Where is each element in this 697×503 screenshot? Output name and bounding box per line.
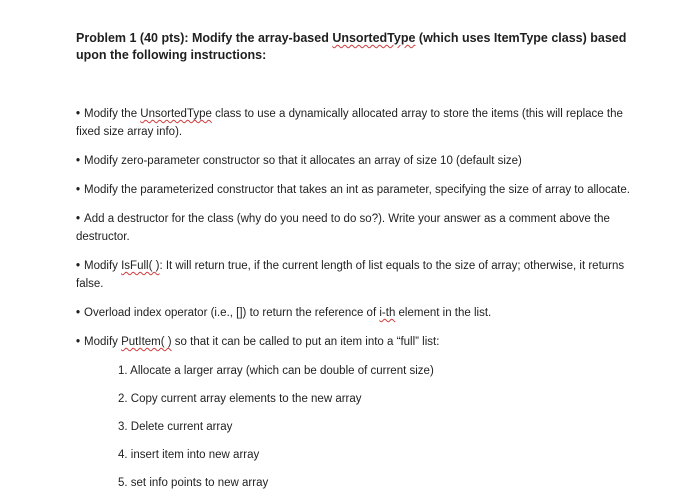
step-item: 4. insert item into new array <box>118 449 260 461</box>
heading-text-pre: Problem 1 (40 pts): Modify the array-based <box>76 31 333 45</box>
instruction-text-pre: Modify the <box>84 108 141 120</box>
bullet-glyph: • <box>76 260 81 272</box>
bullet-glyph: • <box>76 184 81 196</box>
step-item: 3. Delete current array <box>118 421 233 433</box>
instruction-text-post: element in the list. <box>395 307 492 319</box>
instruction-text-pre: Modify <box>84 260 122 272</box>
instruction-item <box>76 257 646 293</box>
step-item: 2. Copy current array elements to the new array <box>118 393 362 405</box>
bullet-glyph: • <box>76 108 81 120</box>
instruction-list <box>76 105 646 351</box>
bullet-glyph: • <box>76 307 81 319</box>
instruction-term: i-th <box>379 307 396 319</box>
instruction-text-pre: Modify zero-parameter constructor so that it allocates an array of size 10 (default size) <box>84 155 522 167</box>
instruction-item <box>76 210 646 246</box>
instruction-text-pre: Add a destructor for the class (why do you need to do so?). Write your answer as a comment above the destructor. <box>76 213 610 243</box>
step-item: 5. set info points to new array <box>118 477 269 489</box>
instruction-term: IsFull( ) <box>121 260 160 272</box>
heading-term-unsortedtype: UnsortedType <box>332 31 416 45</box>
instruction-item <box>76 304 646 322</box>
bullet-glyph: • <box>76 336 81 348</box>
instruction-text-post: so that it can be called to put an item into a “full” list: <box>171 336 440 348</box>
instruction-text-post: class to use a dynamically allocated array to store the items (this will replace the fixed size array info). <box>76 108 623 138</box>
instruction-term: UnsortedType <box>140 108 212 120</box>
bullet-glyph: • <box>76 155 81 167</box>
putitem-steps <box>118 362 646 492</box>
heading-text-post: (which uses ItemType class) based upon the following instructions: <box>76 31 627 62</box>
document-page <box>76 30 646 502</box>
instruction-item <box>76 105 646 141</box>
instruction-item <box>76 181 646 199</box>
problem-heading <box>76 30 646 64</box>
bullet-glyph: • <box>76 213 81 225</box>
instruction-text-pre: Modify the parameterized constructor that takes an int as parameter, specifying the size of array to allocate. <box>84 184 630 196</box>
step-item: 1. Allocate a larger array (which can be double of current size) <box>118 365 434 377</box>
instruction-term: PutItem( ) <box>121 336 172 348</box>
instruction-text-post: : It will return true, if the current length of list equals to the size of array; otherwise, it returns false. <box>76 260 625 290</box>
instruction-text-pre: Modify <box>84 336 122 348</box>
instruction-text-pre: Overload index operator (i.e., []) to return the reference of <box>84 307 380 319</box>
instruction-item <box>76 152 646 170</box>
instruction-item <box>76 333 646 351</box>
